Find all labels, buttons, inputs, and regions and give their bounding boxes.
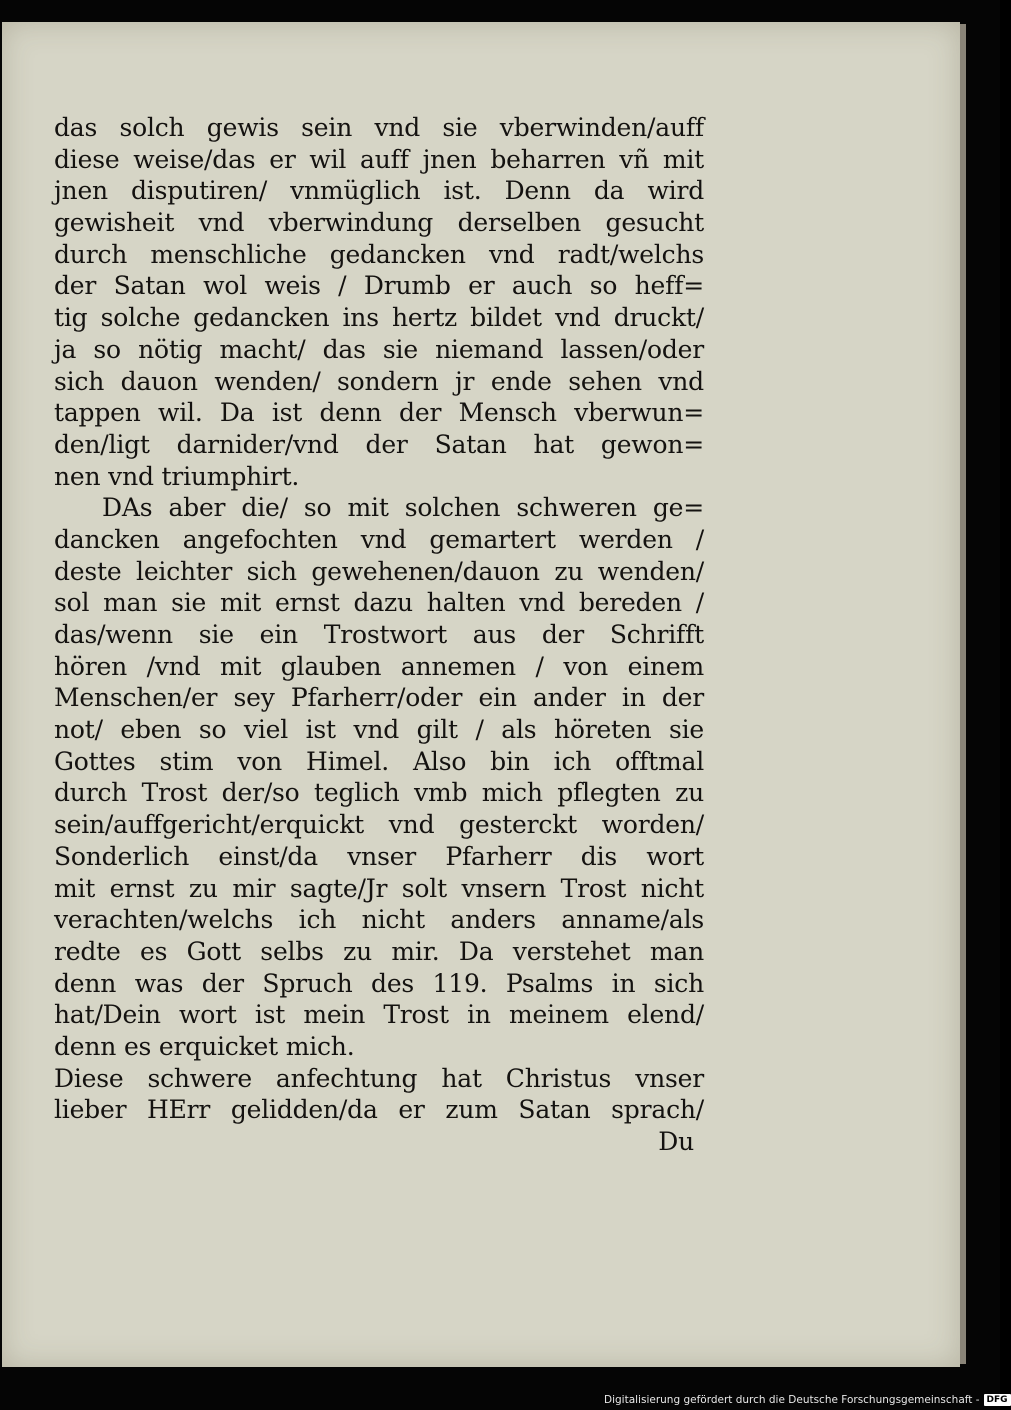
text-line: tappen wil. Da ist denn der Mensch vberwun= xyxy=(54,398,704,428)
text-line: hat/Dein wort ist mein Trost in meinem elend/ xyxy=(54,1000,704,1030)
text-line: denn was der Spruch des 119. Psalms in sich xyxy=(54,968,704,998)
text-line: not/ eben so viel ist vnd gilt / als höreten sie xyxy=(54,715,704,745)
text-line: DAs aber die/ so mit solchen schweren ge= xyxy=(102,493,704,523)
text-line: sol man sie mit ernst dazu halten vnd bereden / xyxy=(54,588,704,618)
text-line: Sonderlich einst/da vnser Pfarherr dis wort xyxy=(54,841,704,871)
text-line: deste leichter sich gewehenen/dauon zu wenden/ xyxy=(54,556,704,586)
funding-credit: Digitalisierung gefördert durch die Deutsche Forschungsgemeinschaft - xyxy=(604,1394,980,1406)
text-line: der Satan wol weis / Drumb er auch so heff= xyxy=(54,271,704,301)
text-line: das solch gewis sein vnd sie vberwinden/auff xyxy=(54,113,704,142)
text-line: gewisheit vnd vberwindung derselben gesucht xyxy=(54,208,704,238)
text-line: lieber HErr gelidden/da er zum Satan sprach/ xyxy=(54,1095,704,1125)
text-line: Diese schwere anfechtung hat Christus vnser xyxy=(54,1063,704,1093)
text-line: redte es Gott selbs zu mir. Da verstehet man xyxy=(54,936,704,966)
text-line: verachten/welchs ich nicht anders anname/als xyxy=(54,905,704,935)
text-line: dancken angefochten vnd gemartert werden / xyxy=(54,524,704,554)
funding-footer xyxy=(604,1391,1011,1409)
text-line: Gottes stim von Himel. Also bin ich offtmal xyxy=(54,746,704,776)
book-page xyxy=(2,22,960,1367)
text-line: mit ernst zu mir sagte/Jr solt vnsern Trost nicht xyxy=(54,873,704,903)
text-line: Menschen/er sey Pfarherr/oder ein ander in der xyxy=(54,683,704,713)
text-line: den/ligt darnider/vnd der Satan hat gewon= xyxy=(54,429,704,459)
page-text xyxy=(54,112,704,1158)
page-edge xyxy=(960,24,966,1364)
text-line: hören /vnd mit glauben annemen / von einem xyxy=(54,651,704,681)
text-line: tig solche gedancken ins hertz bildet vnd druckt/ xyxy=(54,303,704,333)
text-line: durch menschliche gedancken vnd radt/welchs xyxy=(54,239,704,269)
text-line: durch Trost der/so teglich vmb mich pflegten zu xyxy=(54,778,704,808)
text-line: sein/auffgericht/erquickt vnd gesterckt worden/ xyxy=(54,810,704,840)
text-line: denn es erquicket mich. xyxy=(54,1031,355,1061)
text-line: das/wenn sie ein Trostwort aus der Schrifft xyxy=(54,620,704,649)
text-line: sich dauon wenden/ sondern jr ende sehen vnd xyxy=(54,366,704,396)
catchword: Du xyxy=(658,1127,694,1156)
text-line: diese weise/das er wil auff jnen beharren vñ mit xyxy=(54,144,704,174)
text-line: jnen disputiren/ vnmüglich ist. Denn da wird xyxy=(54,176,704,206)
text-line: nen vnd triumphirt. xyxy=(54,461,300,491)
text-line: ja so nötig macht/ das sie niemand lassen/oder xyxy=(54,334,704,364)
dfg-logo: DFG xyxy=(984,1394,1011,1406)
